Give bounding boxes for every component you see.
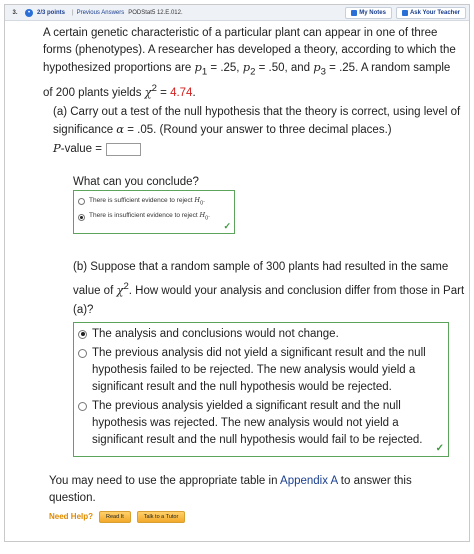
part-a bbox=[53, 104, 461, 158]
part-b-option-3[interactable] bbox=[78, 398, 444, 449]
radio-button-selected[interactable] bbox=[78, 214, 85, 221]
p1-symbol: p bbox=[194, 60, 202, 74]
my-notes-label: My Notes bbox=[359, 9, 386, 16]
question-number: 3. bbox=[12, 9, 18, 16]
part-b-option-label: The analysis and conclusions would not change. bbox=[92, 327, 339, 340]
pvalue-row bbox=[53, 140, 461, 158]
question-frame bbox=[4, 4, 470, 542]
p3-symbol: p bbox=[313, 60, 321, 74]
help-row bbox=[49, 511, 469, 523]
option-text: There is insufficient evidence to reject bbox=[89, 212, 200, 220]
conclude-option-fail-to-reject[interactable] bbox=[78, 209, 230, 224]
chi-square-value: 4.74 bbox=[170, 87, 193, 100]
p1-subscript: 1 bbox=[201, 66, 208, 78]
my-notes-button[interactable] bbox=[345, 7, 392, 19]
part-b-option-label: The previous analysis did not yield a significant result and the null hypothesis failed to be rejected. The new analysis would yield a significant result and the null hypothesis would be rejected. bbox=[92, 346, 426, 393]
previous-answers-link[interactable]: Previous Answers bbox=[76, 9, 125, 16]
points-label: 2/3 points bbox=[37, 9, 66, 16]
correct-check-icon: ✓ bbox=[223, 221, 231, 232]
pvalue-p: P bbox=[53, 141, 61, 156]
talk-to-tutor-button[interactable]: Talk to a Tutor bbox=[137, 511, 186, 523]
chi-superscript: 2 bbox=[123, 281, 129, 293]
h-subscript: 0 bbox=[200, 200, 204, 207]
part-b-option-label: The previous analysis yielded a significant result and the null hypothesis was rejected. The new analysis would not yield a significant result and the null hypothesis would fail to be rejected. bbox=[92, 399, 423, 446]
correct-check-icon: ✓ bbox=[435, 442, 444, 454]
chi-superscript: 2 bbox=[151, 83, 157, 95]
problem-code: PODStat5 12.E.012. bbox=[128, 9, 183, 16]
status-icon: • bbox=[25, 9, 33, 17]
conclude-option-label bbox=[89, 209, 210, 224]
pvalue-input[interactable] bbox=[106, 143, 141, 156]
p2-symbol: p bbox=[242, 60, 251, 74]
notes-icon bbox=[351, 10, 357, 16]
ask-teacher-label: Ask Your Teacher bbox=[409, 9, 460, 16]
conclude-option-label bbox=[89, 194, 205, 209]
part-a-text2: = .05. (Round your answer to three decimal places.) bbox=[124, 124, 392, 137]
part-b-option-2[interactable] bbox=[78, 345, 444, 396]
h-subscript: 0 bbox=[205, 215, 209, 222]
appendix-a-link[interactable]: Appendix A bbox=[280, 474, 338, 487]
chi-symbol: χ bbox=[144, 85, 152, 100]
p2-value: = .50, and bbox=[255, 62, 314, 74]
alpha-symbol: α bbox=[116, 122, 125, 137]
question-toolbar bbox=[5, 5, 469, 21]
part-b-option-1[interactable] bbox=[78, 326, 444, 343]
question-content bbox=[5, 21, 469, 523]
h-symbol: H bbox=[194, 196, 201, 205]
conclude-label: What can you conclude? bbox=[73, 176, 199, 189]
option-text: There is sufficient evidence to reject bbox=[89, 197, 195, 205]
part-b bbox=[73, 258, 471, 320]
ask-teacher-icon bbox=[402, 10, 408, 16]
conclude-option-reject[interactable] bbox=[78, 194, 230, 209]
option-end: . bbox=[203, 197, 205, 205]
p3-value: = .25. A random sample of 200 plants yields bbox=[43, 62, 451, 100]
question-intro: A certain genetic characteristic of a particular plant can appear in one of three forms (phenotypes). A researcher has developed a theory, according to which the hypothesized proportions are bbox=[43, 27, 456, 74]
pvalue-label bbox=[53, 140, 102, 158]
p2-subscript: 2 bbox=[250, 66, 256, 78]
radio-button[interactable] bbox=[78, 402, 87, 411]
separator: | bbox=[72, 9, 74, 16]
radio-button[interactable] bbox=[78, 198, 85, 205]
chi-end: . bbox=[192, 87, 196, 100]
p3-subscript: 3 bbox=[320, 66, 326, 78]
part-b-text2: . How would your analysis and conclusion differ from those in Part (a)? bbox=[73, 284, 465, 316]
chi-equals: = bbox=[156, 87, 171, 100]
h-symbol: H bbox=[199, 211, 206, 220]
part-a-text1: (a) Carry out a test of the null hypothesis that the theory is correct, using level of significance bbox=[53, 106, 461, 137]
need-help-label: Need Help? bbox=[49, 512, 94, 522]
p1-value: = .25, bbox=[207, 62, 243, 74]
chi-symbol: χ bbox=[116, 282, 124, 297]
radio-button-selected[interactable] bbox=[78, 330, 87, 339]
radio-button[interactable] bbox=[78, 349, 87, 358]
toolbar-actions bbox=[345, 7, 466, 19]
appendix-note bbox=[49, 473, 449, 507]
pvalue-label-rest: -value = bbox=[60, 143, 102, 156]
appendix-note-text2: to answer this question. bbox=[49, 474, 412, 504]
read-it-button[interactable]: Read It bbox=[99, 511, 131, 523]
part-b-text1: (b) Suppose that a random sample of 300 plants had resulted in the same value of bbox=[73, 261, 449, 297]
conclude-answer-box bbox=[73, 190, 235, 234]
appendix-note-text1: You may need to use the appropriate table in bbox=[49, 474, 281, 487]
ask-teacher-button[interactable] bbox=[396, 7, 466, 19]
question-text bbox=[43, 21, 461, 102]
option-end: . bbox=[208, 212, 210, 220]
part-b-answer-box bbox=[73, 322, 449, 457]
